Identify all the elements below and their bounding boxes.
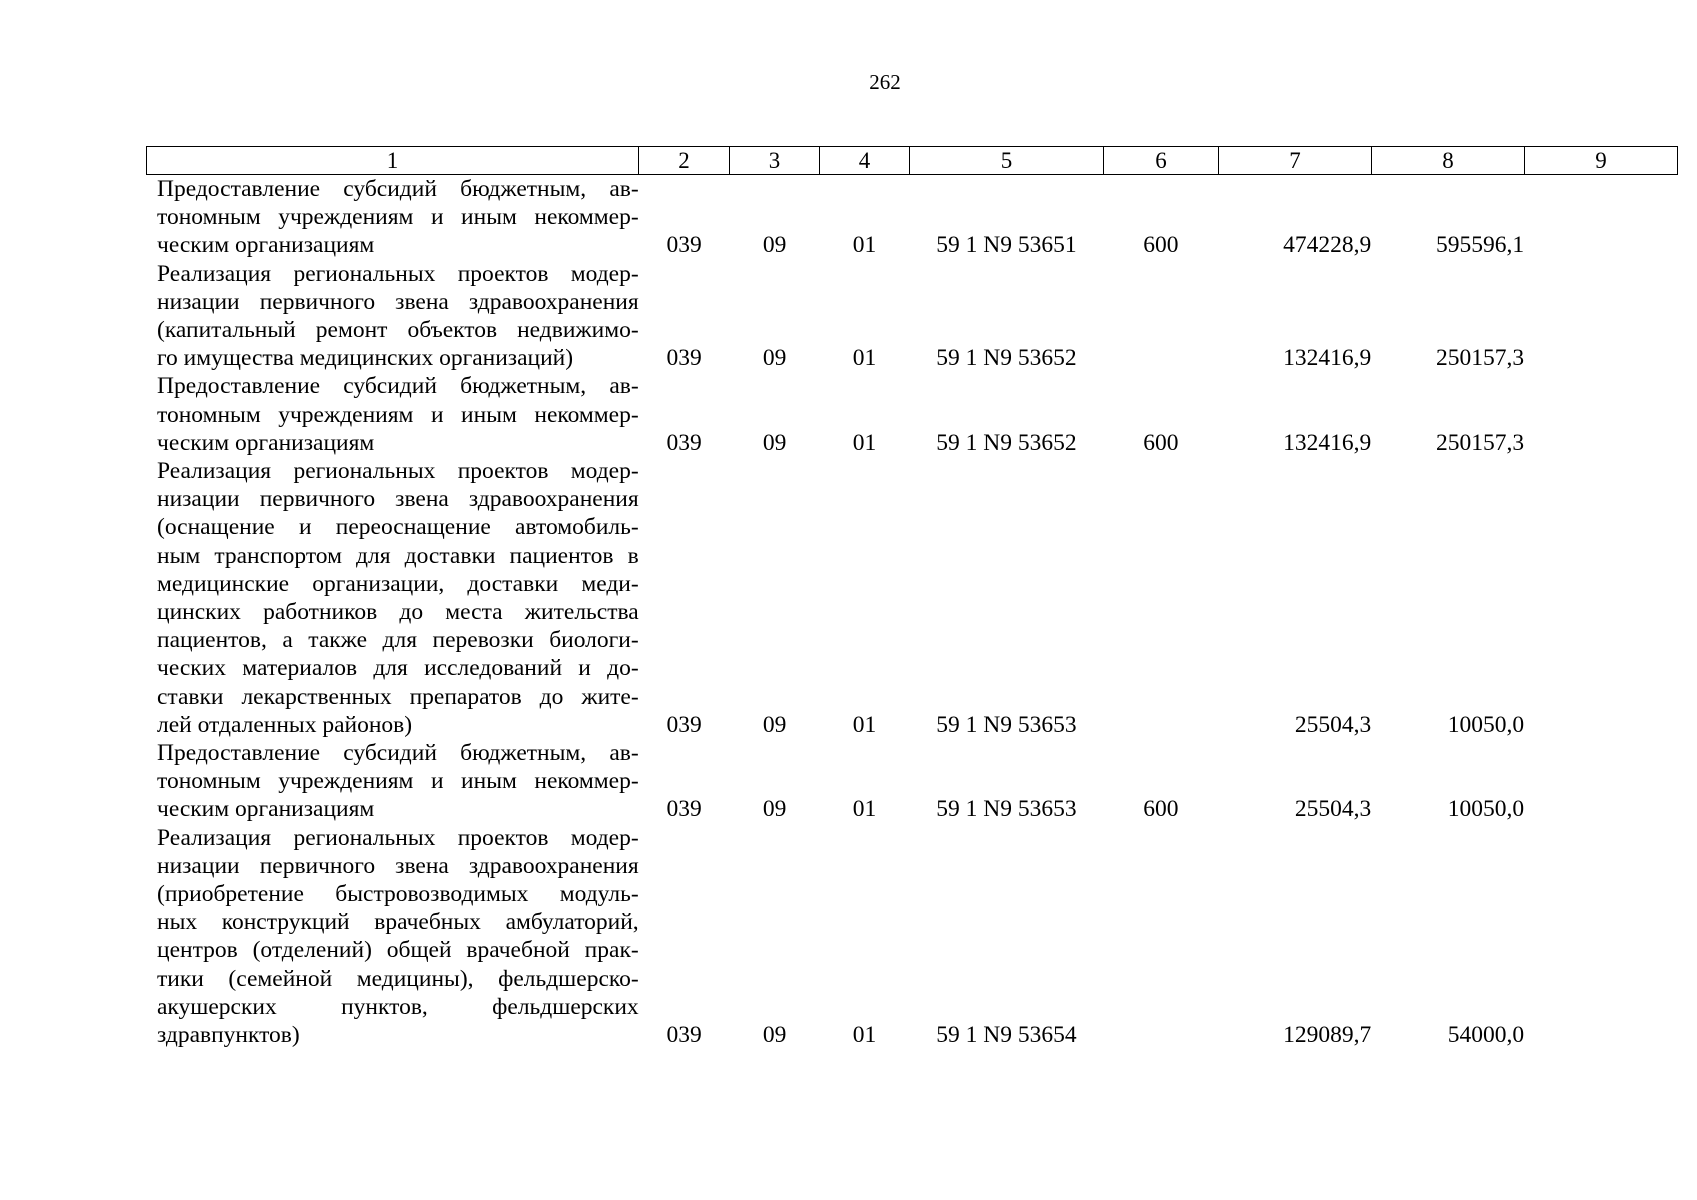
description-line: акушерских пунктов, фельдшерских — [157, 993, 639, 1020]
target-article-cell: 59 1 N9 53652 — [936, 345, 1077, 372]
subsection-cell: 01 — [852, 711, 877, 738]
ministry-code-cell: 039 — [666, 429, 702, 456]
subsection-cell: 01 — [852, 345, 877, 372]
subsection-cell: 01 — [852, 796, 877, 823]
description-line: ным транспортом для доставки пациентов в — [157, 542, 639, 569]
description-line: ческим организациям — [157, 429, 375, 456]
ministry-code-cell: 039 — [666, 1022, 702, 1049]
row-description — [146, 175, 639, 260]
row-description — [146, 739, 639, 824]
description-line: тики (семейной медицины), фельдшерско- — [157, 965, 639, 992]
amount-year2-cell: 250157,3 — [1435, 345, 1525, 372]
amount-year2-cell: 250157,3 — [1435, 429, 1525, 456]
description-line: низации первичного звена здравоохранения — [157, 486, 639, 513]
expense-type-cell: 600 — [1143, 429, 1179, 456]
section-cell: 09 — [762, 796, 787, 823]
table-row — [146, 372, 1677, 457]
subsection-cell: 01 — [852, 429, 877, 456]
column-header-8: 8 — [1372, 147, 1525, 175]
description-line: ческим организациям — [157, 232, 375, 259]
amount-year2-cell: 10050,0 — [1447, 796, 1525, 823]
table-row — [146, 260, 1677, 373]
section-cell: 09 — [762, 345, 787, 372]
amount-year1-cell: 25504,3 — [1294, 796, 1372, 823]
section-cell: 09 — [762, 1022, 787, 1049]
row-description — [146, 457, 639, 739]
column-header-9: 9 — [1525, 147, 1678, 175]
subsection-cell: 01 — [852, 232, 877, 259]
amount-year1-cell: 25504,3 — [1294, 711, 1372, 738]
description-line: Реализация региональных проектов модер- — [157, 458, 639, 485]
column-header-1: 1 — [147, 147, 639, 175]
description-line: Предоставление субсидий бюджетным, ав- — [157, 740, 639, 767]
table-row — [146, 457, 1677, 739]
page-number: 262 — [869, 70, 901, 94]
description-line: цинских работников до места жительства — [157, 599, 639, 626]
description-line: (капитальный ремонт объектов недвижимо- — [157, 317, 639, 344]
row-description — [146, 260, 639, 373]
description-line: лей отдаленных районов) — [157, 711, 413, 738]
description-line: (оснащение и переоснащение автомобиль- — [157, 514, 639, 541]
description-line: (приобретение быстровозводимых модуль- — [157, 881, 639, 908]
description-line: ных конструкций врачебных амбулаторий, — [157, 909, 639, 936]
section-cell: 09 — [762, 232, 787, 259]
row-description — [146, 372, 639, 457]
target-article-cell: 59 1 N9 53652 — [936, 429, 1077, 456]
description-line: здравпунктов) — [157, 1022, 300, 1049]
amount-year2-cell: 10050,0 — [1447, 711, 1525, 738]
column-header-3: 3 — [730, 147, 820, 175]
description-line: низации первичного звена здравоохранения — [157, 852, 639, 879]
description-line: ставки лекарственных препаратов до жите- — [157, 683, 639, 710]
description-line: ческих материалов для исследований и до- — [157, 655, 639, 682]
amount-year1-cell: 132416,9 — [1283, 345, 1372, 372]
ministry-code-cell: 039 — [666, 232, 702, 259]
description-line: тономным учреждениям и иным некоммер- — [157, 204, 639, 231]
column-header-4: 4 — [820, 147, 910, 175]
expense-type-cell: 600 — [1143, 232, 1179, 259]
amount-year2-cell: 595596,1 — [1435, 232, 1525, 259]
target-article-cell: 59 1 N9 53651 — [936, 232, 1077, 259]
description-line: Предоставление субсидий бюджетным, ав- — [157, 373, 639, 400]
target-article-cell: 59 1 N9 53653 — [936, 711, 1077, 738]
budget-table-body — [146, 175, 1677, 1049]
description-line: пациентов, а также для перевозки биологи- — [157, 627, 639, 654]
target-article-cell: 59 1 N9 53654 — [936, 1022, 1077, 1049]
description-line: тономным учреждениям и иным некоммер- — [157, 401, 639, 428]
description-line: го имущества медицинских организаций) — [157, 345, 574, 372]
ministry-code-cell: 039 — [666, 345, 702, 372]
description-line: тономным учреждениям и иным некоммер- — [157, 768, 639, 795]
ministry-code-cell: 039 — [666, 711, 702, 738]
table-row — [146, 824, 1677, 1050]
amount-year1-cell: 132416,9 — [1283, 429, 1372, 456]
column-header-7: 7 — [1219, 147, 1372, 175]
description-line: медицинские организации, доставки меди- — [157, 570, 639, 597]
target-article-cell: 59 1 N9 53653 — [936, 796, 1077, 823]
column-header-table — [146, 146, 1678, 175]
ministry-code-cell: 039 — [666, 796, 702, 823]
column-header-5: 5 — [910, 147, 1104, 175]
description-line: Реализация региональных проектов модер- — [157, 824, 639, 851]
amount-year1-cell: 474228,9 — [1283, 232, 1372, 259]
description-line: Предоставление субсидий бюджетным, ав- — [157, 176, 639, 202]
description-line: центров (отделений) общей врачебной прак- — [157, 937, 639, 964]
column-header-2: 2 — [639, 147, 730, 175]
column-header-6: 6 — [1104, 147, 1219, 175]
column-header-row — [147, 147, 1678, 175]
subsection-cell: 01 — [852, 1022, 877, 1049]
row-description — [146, 824, 639, 1050]
section-cell: 09 — [762, 711, 787, 738]
description-line: низации первичного звена здравоохранения — [157, 288, 639, 315]
description-line: Реализация региональных проектов модер- — [157, 260, 639, 287]
table-row — [146, 175, 1677, 260]
amount-year1-cell: 129089,7 — [1283, 1022, 1372, 1049]
expense-type-cell: 600 — [1143, 796, 1179, 823]
table-row — [146, 739, 1677, 824]
section-cell: 09 — [762, 429, 787, 456]
amount-year2-cell: 54000,0 — [1447, 1022, 1525, 1049]
description-line: ческим организациям — [157, 796, 375, 823]
